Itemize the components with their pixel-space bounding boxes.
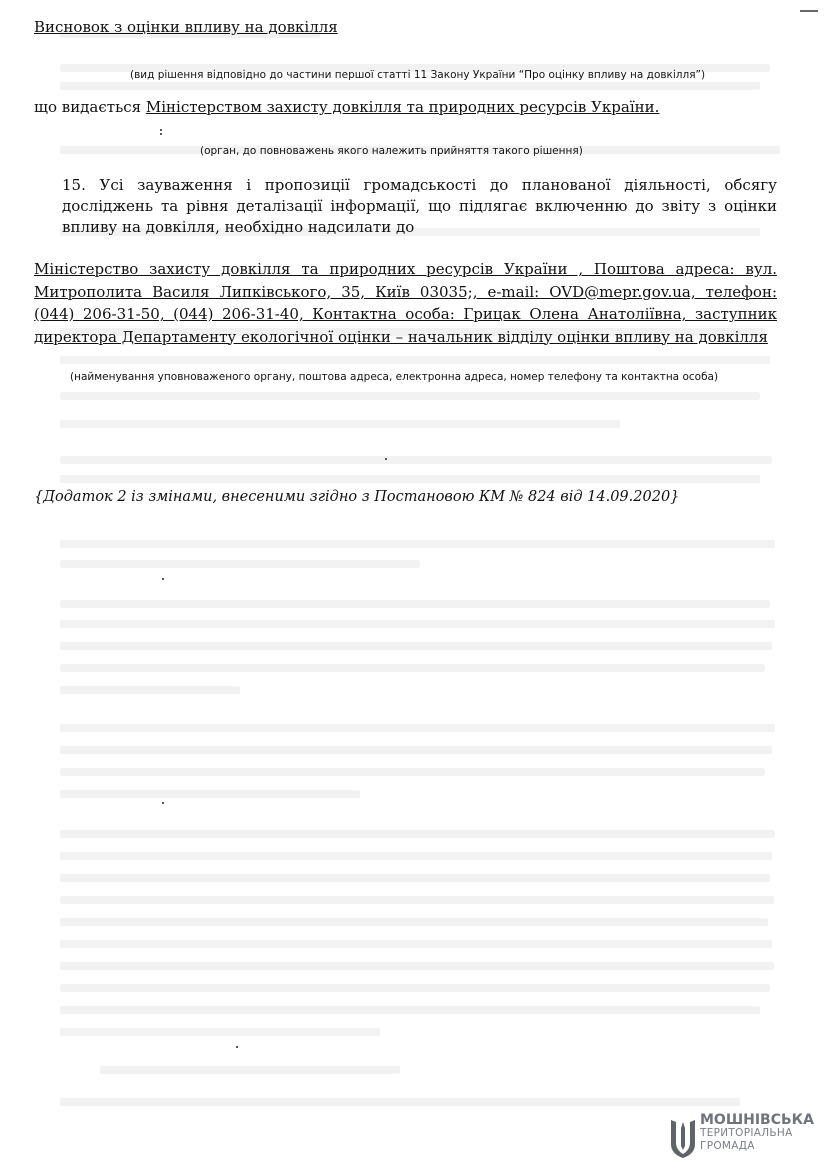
issuing-body-caption: (орган, до повноважень якого належить прийняття такого рішення) xyxy=(200,145,583,157)
scan-speck xyxy=(385,458,387,460)
page-edge-mark xyxy=(800,10,818,12)
issued-prefix: що видається xyxy=(34,98,142,116)
issued-by-line xyxy=(34,98,659,116)
brand-line-2: ТЕРИТОРІАЛЬНА xyxy=(700,1127,793,1139)
scan-speck xyxy=(160,133,162,135)
scan-speck xyxy=(236,1046,238,1048)
scan-speck xyxy=(160,129,162,131)
scan-speck xyxy=(162,578,164,580)
contacts-caption: (найменування уповноваженого органу, поштова адреса, електронна адреса, номер телефону та контактна особа) xyxy=(70,371,719,383)
paragraph-15: 15. Усі зауваження і пропозиції громадськості до планованої діяльності, обсягу досліджень та рівня деталізації інформації, що підлягає включенню до звіту з оцінки впливу на довкілля, необхідно надсилати до xyxy=(62,176,777,236)
brand-line-3: ГРОМАДА xyxy=(700,1140,755,1152)
footer-brand xyxy=(700,1114,820,1153)
decision-type: Висновок з оцінки впливу на довкілля xyxy=(34,18,338,36)
issuing-body: Міністерством захисту довкілля та природних ресурсів України. xyxy=(145,98,660,116)
decision-type-caption: (вид рішення відповідно до частини першої статті 11 Закону України “Про оцінку впливу на довкілля”) xyxy=(130,69,706,81)
amendment-note: {Додаток 2 із змінами, внесеними згідно з Постановою КМ № 824 від 14.09.2020} xyxy=(34,489,680,505)
trident-icon xyxy=(668,1116,698,1160)
brand-name: МОШНІВСЬКА xyxy=(700,1112,814,1128)
contacts-block: Міністерство захисту довкілля та природних ресурсів України , Поштова адреса: вул. Митрополита Василя Липківського, 35, Київ 03035;, e-mail: OVD@mepr.gov.ua, телефон: (044) 206-31-50, (044) 206-31-40, Контактна особа: Грицак Олена Анатоліївна, заступник директора Департаменту екологічної оцінки – начальник відділу оцінки впливу на довкілля xyxy=(34,260,777,346)
scan-speck xyxy=(162,802,164,804)
